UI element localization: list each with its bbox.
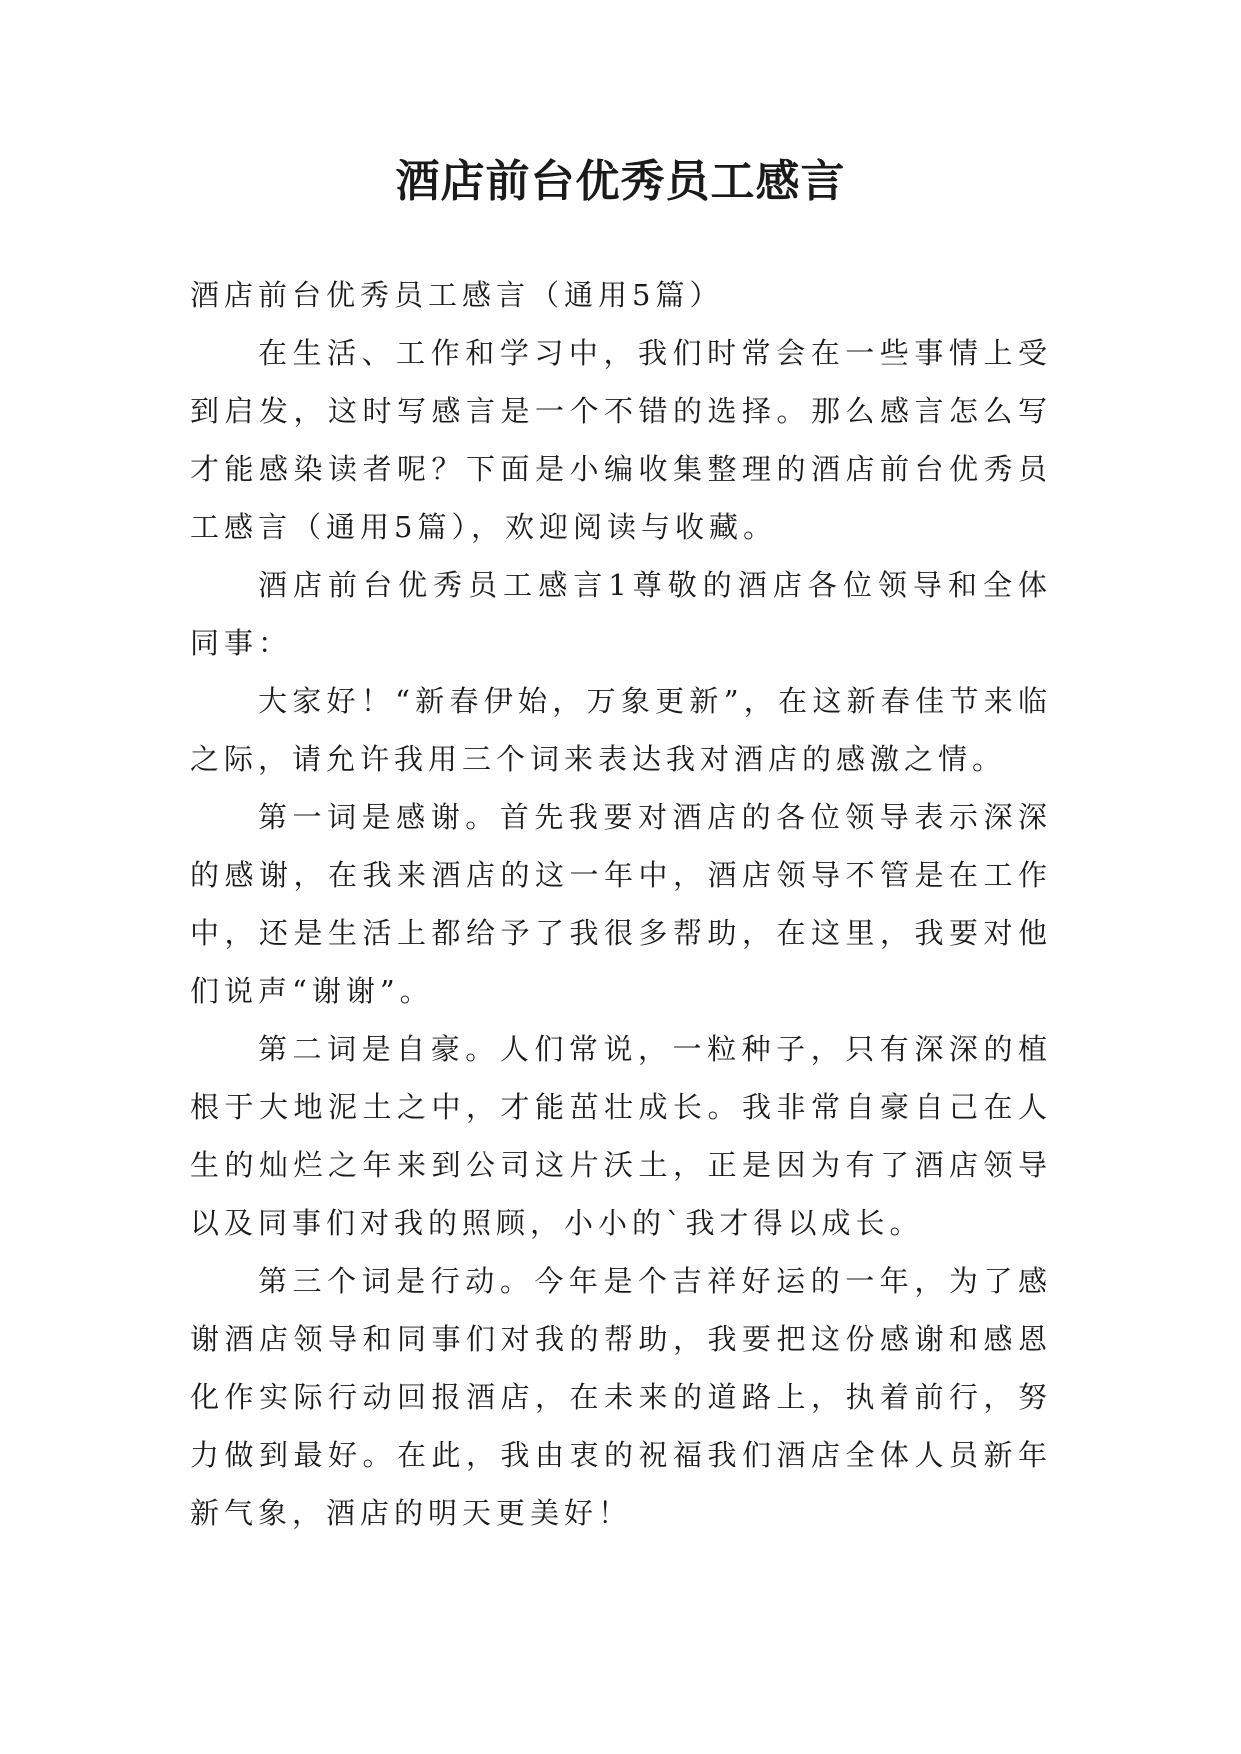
first-word-paragraph: 第一词是感谢。首先我要对酒店的各位领导表示深深的感谢，在我来酒店的这一年中，酒店领导不管是在工作中，还是生活上都给予了我很多帮助，在这里，我要对他们说声“谢谢”。	[190, 800, 1052, 1008]
intro-paragraph: 在生活、工作和学习中，我们时常会在一些事情上受到启发，这时写感言是一个不错的选择。那么感言怎么写才能感染读者呢？下面是小编收集整理的酒店前台优秀员工感言（通用5篇），欢迎阅读与收藏。	[190, 336, 1052, 544]
document-title: 酒店前台优秀员工感言	[395, 156, 846, 207]
document-body	[190, 266, 1052, 1542]
salutation-paragraph: 酒店前台优秀员工感言1尊敬的酒店各位领导和全体同事：	[190, 568, 1052, 660]
subtitle-paragraph: 酒店前台优秀员工感言（通用5篇）	[190, 278, 724, 312]
second-word-paragraph: 第二词是自豪。人们常说，一粒种子，只有深深的植根于大地泥土之中，才能茁壮成长。我非常自豪自己在人生的灿烂之年来到公司这片沃土，正是因为有了酒店领导以及同事们对我的照顾，小小的`我才得以成长。	[190, 1032, 1052, 1240]
third-word-paragraph: 第三个词是行动。今年是个吉祥好运的一年，为了感谢酒店领导和同事们对我的帮助，我要把这份感谢和感恩化作实际行动回报酒店，在未来的道路上，执着前行，努力做到最好。在此，我由衷的祝福我们酒店全体人员新年新气象，酒店的明天更美好！	[190, 1264, 1052, 1530]
greeting-paragraph: 大家好！“新春伊始，万象更新”，在这新春佳节来临之际，请允许我用三个词来表达我对酒店的感激之情。	[190, 684, 1052, 776]
